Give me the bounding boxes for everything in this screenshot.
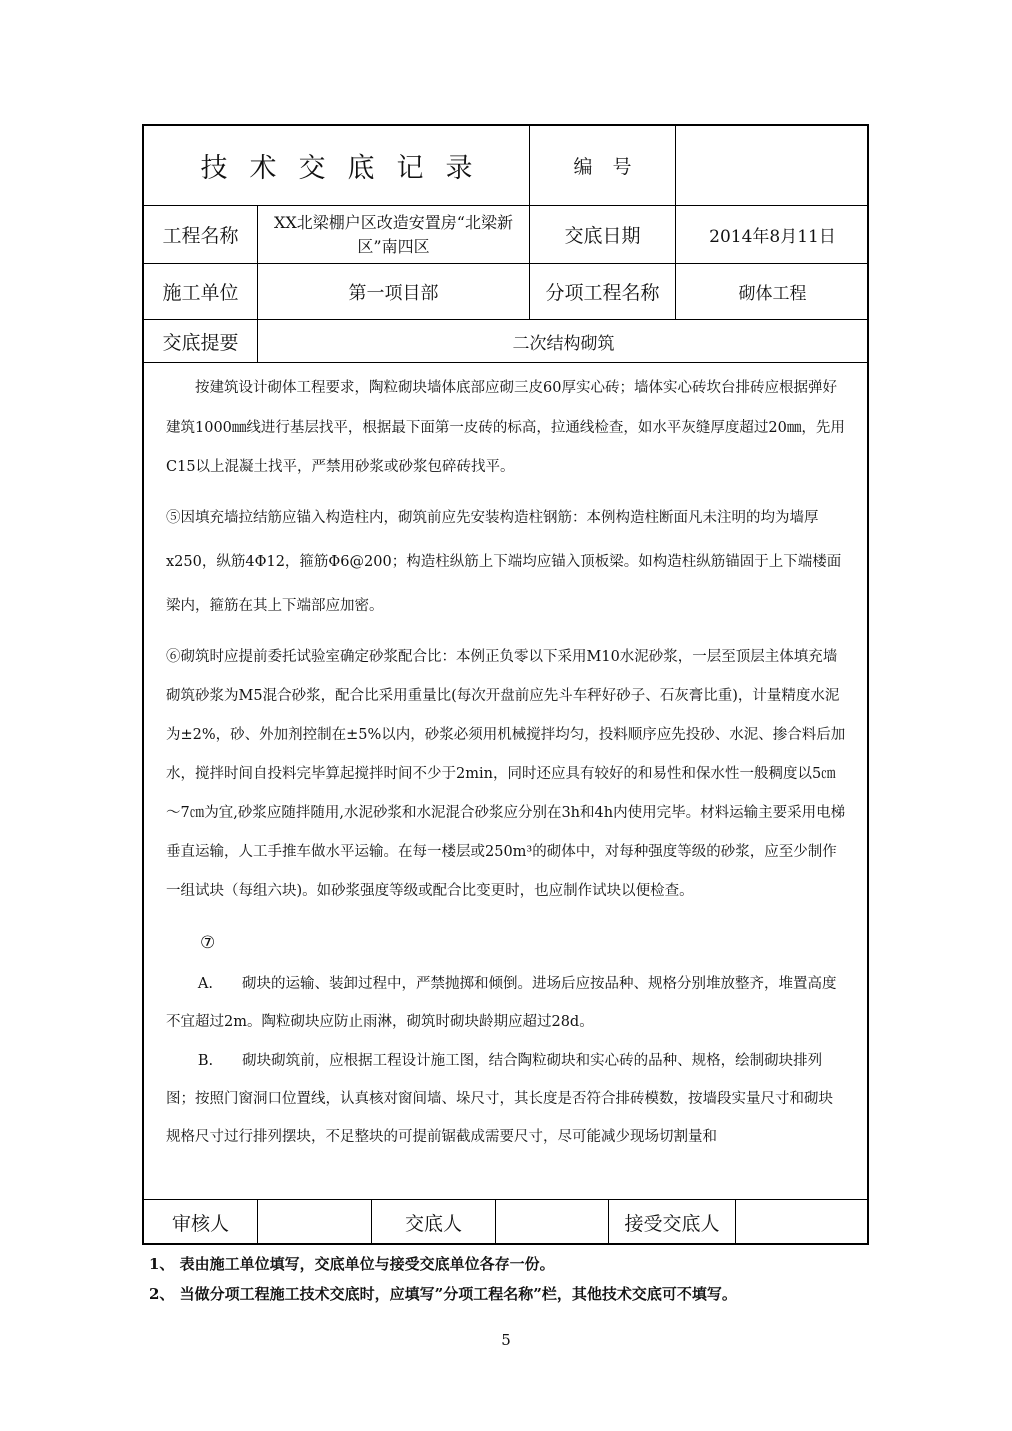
project-name-label: 工程名称 bbox=[162, 225, 239, 247]
reviewer-value bbox=[258, 1200, 371, 1245]
subproject-value: 砌体工程 bbox=[738, 284, 807, 304]
note-item: 1、 表由施工单位填写，交底单位与接受交底单位各存一份。 bbox=[149, 1255, 555, 1273]
presenter-value bbox=[496, 1200, 608, 1245]
date-label: 交底日期 bbox=[564, 225, 641, 247]
receiver-value bbox=[736, 1200, 869, 1245]
subproject-label: 分项工程名称 bbox=[545, 282, 660, 304]
form-title: 技术交底记录 bbox=[200, 153, 495, 184]
page-number: 5 bbox=[501, 1331, 511, 1349]
receiver-label: 接受交底人 bbox=[624, 1213, 720, 1235]
form-notes bbox=[149, 1249, 737, 1309]
unit-value: 第一项目部 bbox=[348, 282, 439, 304]
content-paragraph: 按建筑设计砌体工程要求，陶粒砌块墙体底部应砌三皮60厚实心砖；墙体实心砖坎台排砖应根据弹好建筑1000㎜线进行基层找平，根据最下面第一皮砖的标高，拉通线检查，如水平灰缝厚度超过20㎜，先用C15以上混凝土找平，严禁用砂浆或砂浆包碎砖找平。 bbox=[166, 380, 845, 475]
disclosure-form bbox=[142, 124, 869, 1245]
note-item: 2、 当做分项工程施工技术交底时，应填写”分项工程名称”栏，其他技术交底可不填写。 bbox=[149, 1285, 737, 1303]
content-paragraph: ⑤因填充墙拉结筋应锚入构造柱内，砌筑前应先安装构造柱钢筋：本例构造柱断面凡未注明的均为墙厚x250，纵筋4Φ12，箍筋Φ6@200；构造柱纵筋上下端均应锚入顶板梁。如构造柱纵筋锚固于上下端楼面梁内，箍筋在其上下端部应加密。 bbox=[166, 509, 842, 614]
content-paragraph: A. 砌块的运输、装卸过程中，严禁抛掷和倾倒。进场后应按品种、规格分别堆放整齐，堆置高度不宜超过2m。陶粒砌块应防止雨淋，砌筑时砌块龄期应超过28d。 bbox=[166, 975, 837, 1030]
reviewer-label: 审核人 bbox=[171, 1213, 229, 1235]
number-label: 编 号 bbox=[573, 156, 632, 178]
presenter-label: 交底人 bbox=[404, 1213, 462, 1235]
project-name-value: XX北梁棚户区改造安置房“北梁新区”南四区 bbox=[274, 212, 513, 256]
row-divider bbox=[144, 362, 867, 363]
unit-label: 施工单位 bbox=[162, 282, 239, 304]
summary-label: 交底提要 bbox=[162, 331, 239, 354]
summary-value: 二次结构砌筑 bbox=[512, 333, 615, 354]
disclosure-content bbox=[166, 372, 847, 1206]
number-value bbox=[676, 126, 869, 205]
content-marker: ⑦ bbox=[200, 932, 216, 953]
content-paragraph: ⑥砌筑时应提前委托试验室确定砂浆配合比：本例正负零以下采用M10水泥砂浆，一层至顶层主体填充墙砌筑砂浆为M5混合砂浆，配合比采用重量比(每次开盘前应先斗车秤好砂子、石灰膏比重)，计量精度水泥为±2%，砂、外加剂控制在±5%以内，砂浆必须用机械搅拌均匀，投料顺序应先投砂、水泥、掺合料后加水，搅拌时间自投料完毕算起搅拌时间不少于2min，同时还应具有较好的和易性和保水性一般稠度以5㎝～7㎝为宜,砂浆应随拌随用,水泥砂浆和水泥混合砂浆应分别在3h和4h内使用完毕。材料运输主要采用电梯垂直运输，人工手推车做水平运输。在每一楼层或250m³的砌体中，对每种强度等级的砂浆，应至少制作一组试块（每组六块)。如砂浆强度等级或配合比变更时，也应制作试块以便检查。 bbox=[166, 648, 846, 899]
date-value: 2014年8月11日 bbox=[709, 227, 836, 247]
content-paragraph: B. 砌块砌筑前，应根据工程设计施工图，结合陶粒砌块和实心砖的品种、规格，绘制砌块排列图；按照门窗洞口位置线，认真核对窗间墙、垛尺寸，其长度是否符合排砖模数，按墙段实量尺寸和砌块规格尺寸过行排列摆块，不足整块的可提前锯截成需要尺寸，尽可能减少现场切割量和 bbox=[166, 1052, 833, 1145]
